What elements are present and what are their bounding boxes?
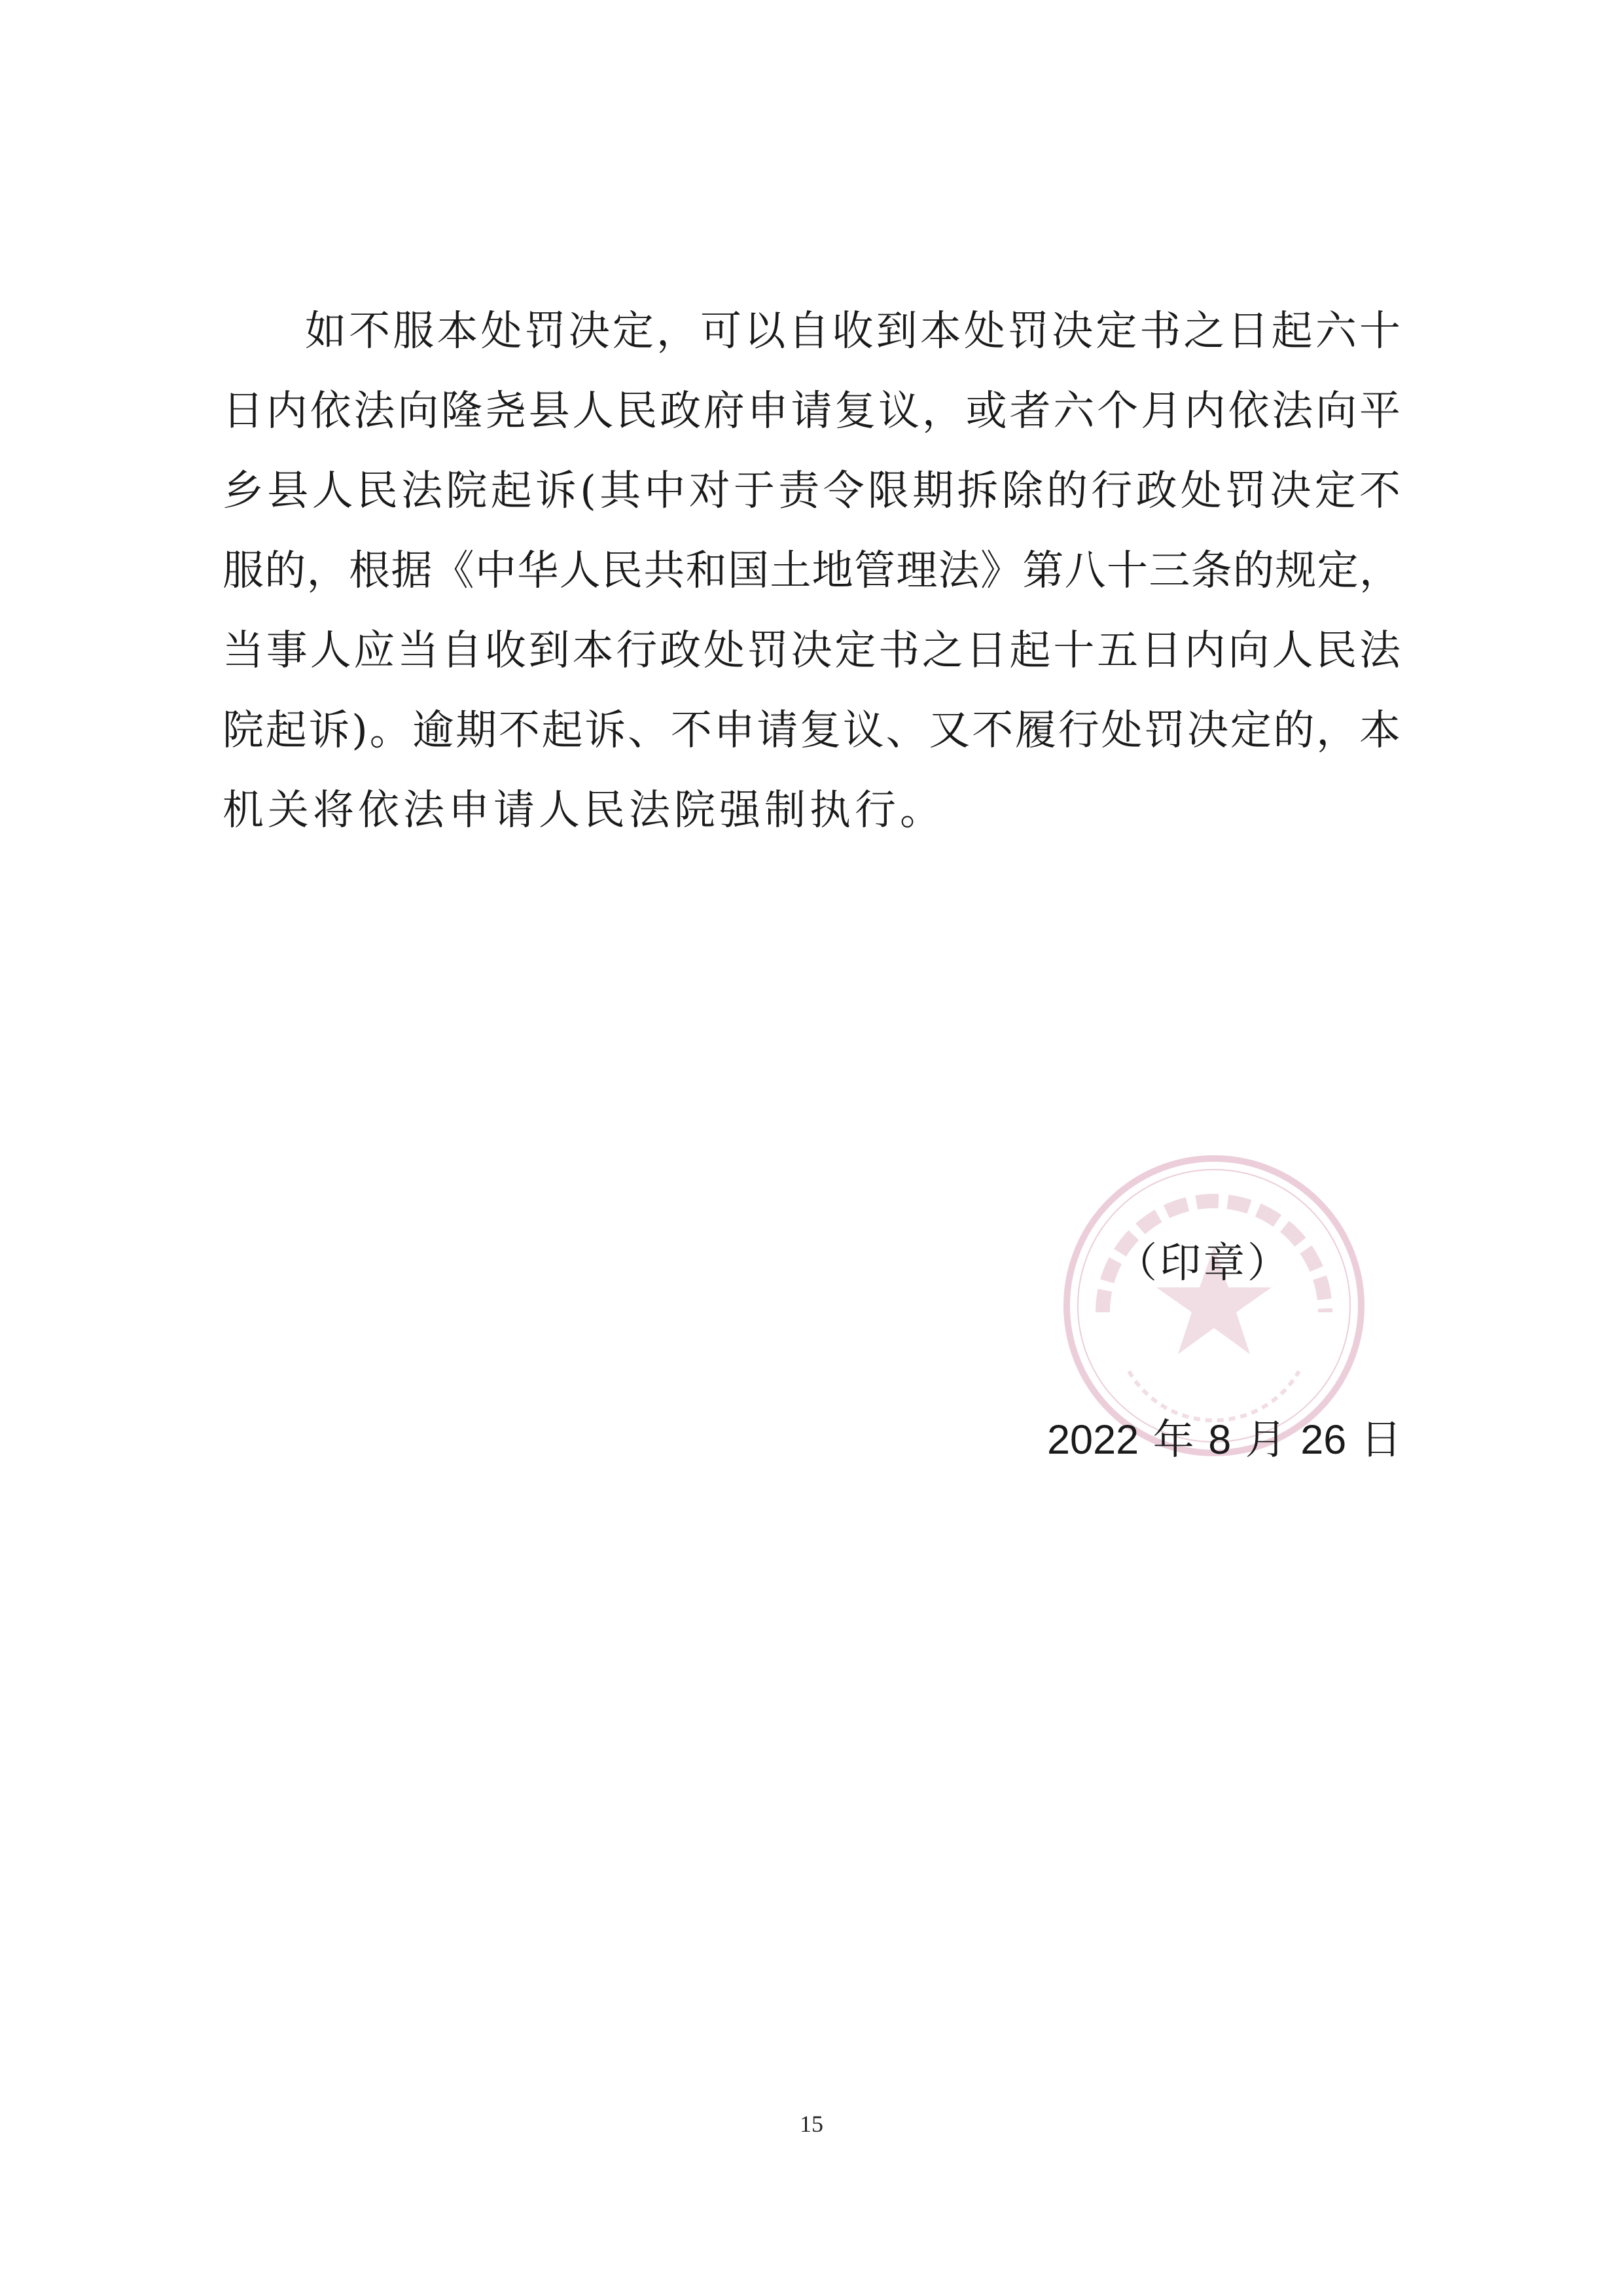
date-month-unit: 月: [1245, 1416, 1287, 1463]
seal-label: （印章）: [1116, 1239, 1291, 1287]
page-number: 15: [800, 2111, 823, 2137]
paragraph-line: 服的，根据《中华人民共和国土地管理法》第八十三条的规定，: [223, 547, 1400, 594]
date-day-unit: 日: [1360, 1416, 1402, 1463]
paragraph-line: 当事人应当自收到本行政处罚决定书之日起十五日内向人民法: [223, 626, 1400, 674]
notice-paragraph: [223, 291, 1400, 850]
paragraph-line: 机关将依法申请人民法院强制执行。: [223, 786, 945, 834]
paragraph-line: 乡县人民法院起诉(其中对于责令限期拆除的行政处罚决定不: [223, 467, 1400, 514]
paragraph-line: 院起诉)。逾期不起诉、不申请复议、又不履行处罚决定的，本: [223, 706, 1400, 754]
date-day: 26: [1300, 1417, 1347, 1463]
paragraph-line: 日内依法向隆尧县人民政府申请复议，或者六个月内依法向平: [223, 387, 1400, 435]
date-year-unit: 年: [1152, 1416, 1194, 1463]
date-year: 2022: [1047, 1417, 1139, 1463]
date-month: 8: [1208, 1417, 1232, 1463]
issue-date: [1047, 1414, 1402, 1466]
paragraph-line: 如不服本处罚决定，可以自收到本处罚决定书之日起六十: [305, 307, 1400, 355]
